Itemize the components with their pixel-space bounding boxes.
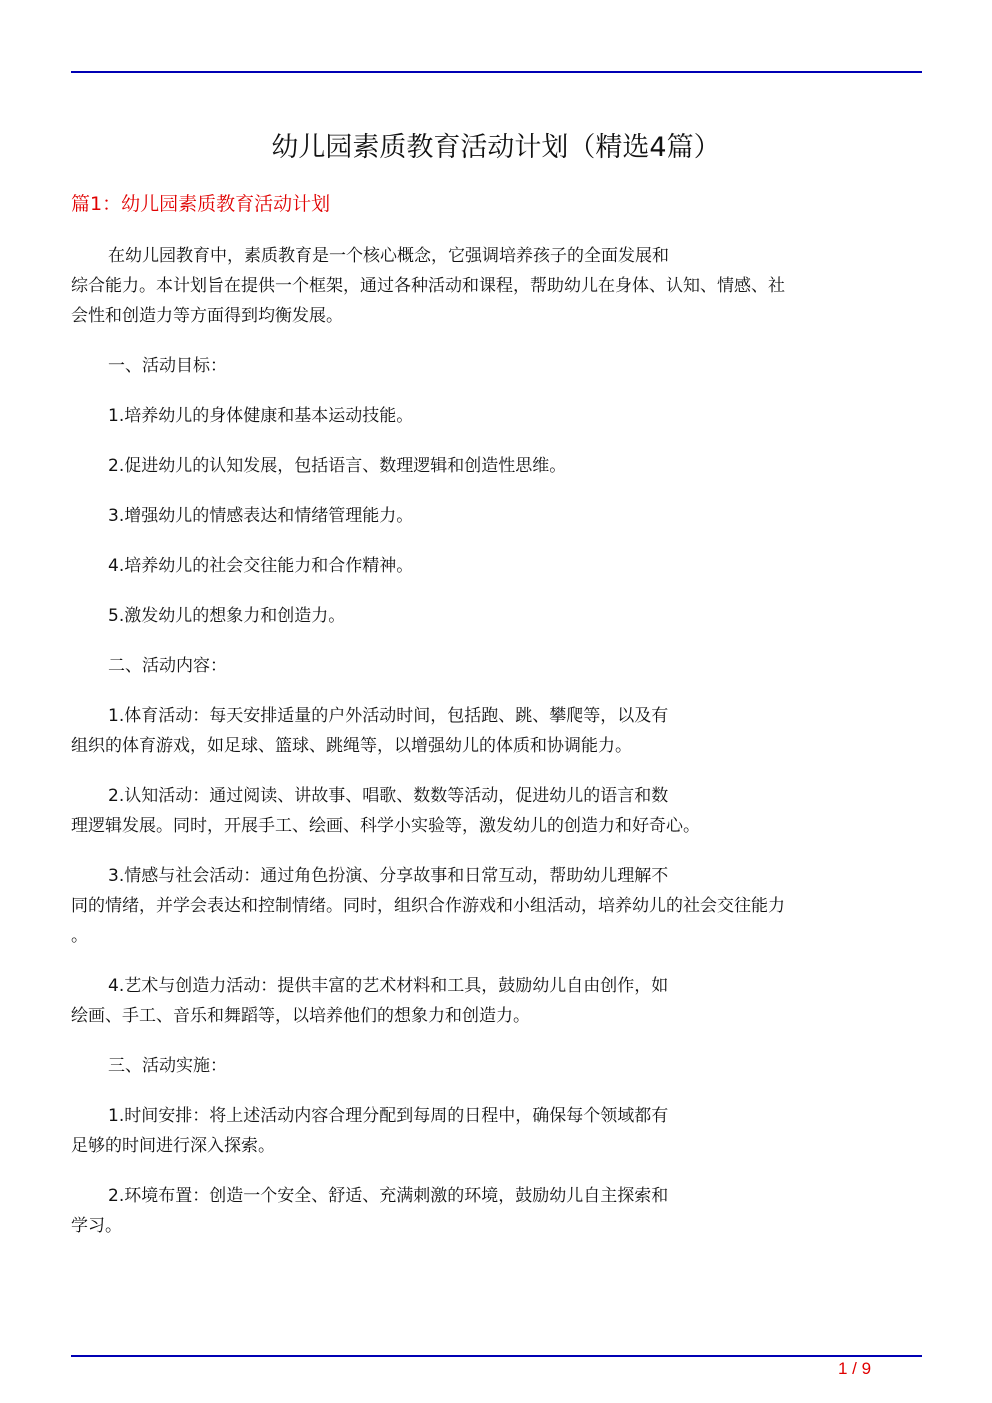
paragraph	[71, 401, 931, 431]
paragraph-line: 在幼儿园教育中，素质教育是一个核心概念，它强调培养孩子的全面发展和	[108, 246, 669, 266]
document-title: 幼儿园素质教育活动计划（精选4篇）	[271, 132, 721, 163]
paragraph-line: 。	[71, 926, 88, 946]
paragraph-line: 3.增强幼儿的情感表达和情绪管理能力。	[108, 506, 414, 526]
document-body	[71, 241, 931, 1261]
paragraph-line: 1.时间安排：将上述活动内容合理分配到每周的日程中，确保每个领域都有	[108, 1106, 669, 1126]
paragraph-line: 组织的体育游戏，如足球、篮球、跳绳等，以增强幼儿的体质和协调能力。	[71, 736, 632, 756]
paragraph	[71, 1051, 931, 1081]
paragraph	[71, 861, 931, 951]
paragraph-line: 足够的时间进行深入探索。	[71, 1136, 275, 1156]
paragraph-line: 学习。	[71, 1216, 122, 1236]
paragraph-line: 会性和创造力等方面得到均衡发展。	[71, 306, 343, 326]
paragraph-line: 1.体育活动：每天安排适量的户外活动时间，包括跑、跳、攀爬等，以及有	[108, 706, 669, 726]
paragraph	[71, 971, 931, 1031]
paragraph-line: 4.艺术与创造力活动：提供丰富的艺术材料和工具，鼓励幼儿自由创作，如	[108, 976, 669, 996]
paragraph	[71, 451, 931, 481]
paragraph-line: 理逻辑发展。同时，开展手工、绘画、科学小实验等，激发幼儿的创造力和好奇心。	[71, 816, 700, 836]
paragraph-line: 5.激发幼儿的想象力和创造力。	[108, 606, 346, 626]
paragraph	[71, 1181, 931, 1241]
paragraph-line: 一、活动目标：	[108, 356, 227, 376]
paragraph	[71, 551, 931, 581]
paragraph-line: 综合能力。本计划旨在提供一个框架，通过各种活动和课程，帮助幼儿在身体、认知、情感、社	[71, 276, 785, 296]
paragraph	[71, 501, 931, 531]
paragraph-line: 同的情绪，并学会表达和控制情绪。同时，组织合作游戏和小组活动，培养幼儿的社会交往能力	[71, 896, 785, 916]
paragraph	[71, 241, 931, 331]
paragraph	[71, 701, 931, 761]
paragraph-line: 2.认知活动：通过阅读、讲故事、唱歌、数数等活动，促进幼儿的语言和数	[108, 786, 669, 806]
paragraph-line: 2.环境布置：创造一个安全、舒适、充满刺激的环境，鼓励幼儿自主探索和	[108, 1186, 669, 1206]
paragraph	[71, 651, 931, 681]
paragraph-line: 二、活动内容：	[108, 656, 227, 676]
paragraph-line: 3.情感与社会活动：通过角色扮演、分享故事和日常互动，帮助幼儿理解不	[108, 866, 669, 886]
paragraph-line: 绘画、手工、音乐和舞蹈等，以培养他们的想象力和创造力。	[71, 1006, 530, 1026]
page-number: 1 / 9	[838, 1359, 872, 1378]
paragraph-line: 三、活动实施：	[108, 1056, 227, 1076]
header-rule	[71, 71, 922, 73]
paragraph	[71, 781, 931, 841]
paragraph-line: 2.促进幼儿的认知发展，包括语言、数理逻辑和创造性思维。	[108, 456, 567, 476]
paragraph	[71, 601, 931, 631]
paragraph-line: 1.培养幼儿的身体健康和基本运动技能。	[108, 406, 414, 426]
paragraph	[71, 1101, 931, 1161]
footer-rule	[71, 1355, 922, 1357]
paragraph	[71, 351, 931, 381]
section-heading: 篇1：幼儿园素质教育活动计划	[71, 193, 331, 215]
paragraph-line: 4.培养幼儿的社会交往能力和合作精神。	[108, 556, 414, 576]
